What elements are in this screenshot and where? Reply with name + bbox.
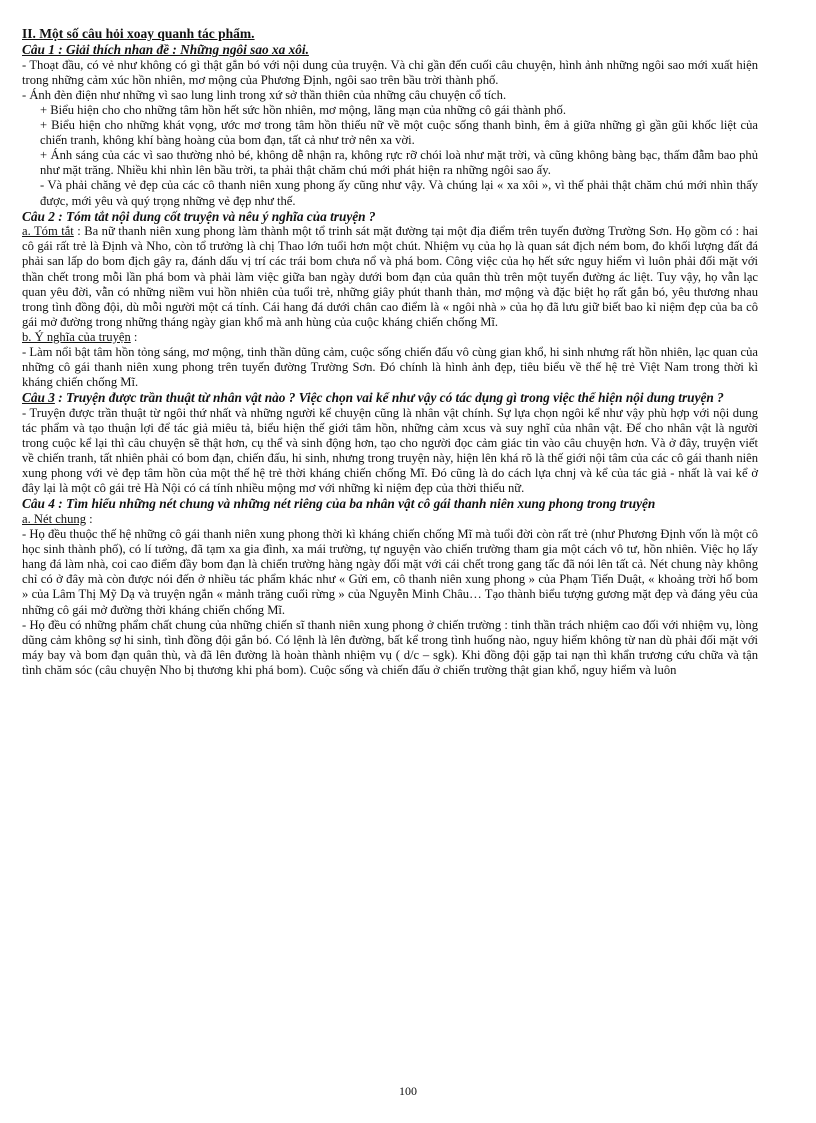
q2-meaning-label: b. Ý nghĩa của truyện <box>22 329 131 344</box>
page-number: 100 <box>399 1084 417 1098</box>
q2-meaning-colon: : <box>130 329 138 344</box>
question-1-label: Câu 1 : Giải thích nhan đề : Những ngôi sao xa xôi. <box>22 42 309 58</box>
question-2-heading: Câu 2 : Tóm tắt nội dung cốt truyện và nêu ý nghĩa của truyện ? <box>22 208 376 224</box>
q3-paragraph: - Truyện được trần thuật từ ngôi thứ nhất và những người kể chuyện cũng là nhân vật chính. Sự lựa chọn ngôi kể như vậy phù hợp với nội dung tác phẩm và tạo thuận lợi để tác giả miêu tả, biểu hiện thế giới tâm hồn, những cảm xcus và suy nghĩ của nhân vật. Để cho nhân vật là người trong cuộc kể lại thì câu chuyện sẽ thật hơn, cụ thể và sinh động hơn, tạo cho người đọc cảm giác tin vào câu chuyện hơn. Và ở đây, truyện viết về chiến tranh, tất nhiên phải có bom đạn, chiến đấu, hi sinh, nhưng trong truyện này, hiện lên khá rõ là thế giới nội tâm của các cô gái thanh niên xung phong với vẻ đẹp tâm hồn của một thế hệ trẻ thời kháng chiến chống Mĩ. Đó cũng là do cách lựa chnj và kể của tác giả - nhất là vai kể ở đây lại là một cô gái trẻ Hà Nội có cá tính nhiều mộng mơ với những kỉ niệm đẹp của thời thiếu nữ. <box>22 405 758 496</box>
q1-paragraph-2: - Ánh đèn điện như những vì sao lung linh trong xứ sở thần thiên của những câu chuyện cổ tích. <box>22 87 507 102</box>
q4-paragraph-1: - Họ đều thuộc thế hệ những cô gái thanh niên xung phong thời kì kháng chiến chống Mĩ mà tuổi đời còn rất trẻ (như Phương Định vốn là một cô học sinh thành phố), có lí tưởng, đã tạm xa gia đình, xa mái trường, tự nguyện vào chiến trường tham gia một cách vô tư, hồn nhiên. Việc họ lấy hang đá làm nhà, coi cao điểm đầy bom đạn là chiến trường hàng ngày đối mặt với cái chết trong gang tấc đã nói lên tất cả. Nét chung này không chỉ có ở đây mà còn được nói đến ở nhiều tác phẩm khác như « Gửi em, cô thanh niên xung phong » của Phạm Tiến Duật, « khoảng trời hố bom » của Lâm Thị Mỹ Dạ và truyện ngắn « mảnh trăng cuối rừng » của Nguyễn Minh Châu… Tạo thành biểu tượng gương mặt đẹp và đáng yêu của những cô gái mở đường thời kháng chiến chống Mĩ. <box>22 527 758 617</box>
q2-summary <box>22 224 758 330</box>
q1-paragraph-1: - Thoạt đầu, có vẻ như không có gì thật gắn bó với nội dung của truyện. Và chỉ gần đến cuối câu chuyện, hình ảnh những ngôi sao mới xuất hiện trong những cảm xúc hồn nhiên, mơ mộng của Phương Định, ngôi sao trên bầu trời thành phố. <box>22 57 758 87</box>
q1-bullet-3: + Ánh sáng của các vì sao thường nhỏ bé, không dễ nhận ra, không rực rỡ chói loà như mặt trời, và cũng không bàng bạc, thấm đẫm bao phủ như mặt trăng. Nhiều khi nhìn lên bầu trời, ta phải thật chăm chú mới phát hiện ra những ngôi sao ấy. <box>40 148 758 178</box>
q2-summary-label: a. Tóm tắt <box>22 224 74 239</box>
q4-common-heading <box>22 512 758 527</box>
section-title: II. Một số câu hỏi xoay quanh tác phẩm. <box>22 26 255 41</box>
question-4-heading: Câu 4 : Tìm hiểu những nét chung và những nét riêng của ba nhân vật cô gái thanh niên xung phong trong truyện <box>22 496 656 512</box>
document-page <box>22 26 758 678</box>
q4-common-colon: : <box>86 512 93 526</box>
question-3-text: : Truyện được trần thuật từ nhân vật nào ? Việc chọn vai kể như vậy có tác dụng gì trong việc thể hiện nội dung truyện ? <box>54 390 724 406</box>
question-1-heading <box>22 42 758 58</box>
question-3-heading <box>22 390 758 406</box>
q2-meaning-heading <box>22 330 758 345</box>
q1-bullet-1: + Biểu hiện cho cho những tâm hồn hết sức hồn nhiên, mơ mộng, lãng mạn của những cô gái thành phố. <box>40 102 566 117</box>
q4-paragraph-2: - Họ đều có những phẩm chất chung của những chiến sĩ thanh niên xung phong ở chiến trường : tinh thần trách nhiệm cao đối với nhiệm vụ, lòng dũng cảm không sợ hi sinh, tình đồng đội gắn bó. Có lệnh là lên đường, bất kể trong tình huống nào, nguy hiểm không từ nan dù phải đối mặt với máy bay và bom đạn quân thù, và đã lên đường là hoàn thành nhiệm vụ ( d/c – sgk). Khi đồng đội gặp tai nạn thì khẩn trương cứu chữa và tận tình chăm sóc (câu chuyện Nho bị thương khi phá bom). Cuộc sống và chiến đấu ở chiến trường thật gian khổ, nguy hiểm và luôn <box>22 617 758 677</box>
q1-bullet-4: - Và phải chăng vẻ đẹp của các cô thanh niên xung phong ấy cũng như vậy. Và chúng lại « xa xôi », vì thế phải thật chăm chú mới nhìn thấy được, mới yêu và quý trọng những vẻ đẹp như thế. <box>40 178 758 208</box>
q4-common-label: a. Nét chung <box>22 512 86 526</box>
q2-summary-text: : Ba nữ thanh niên xung phong làm thành một tổ trinh sát mặt đường tại một địa điểm trên tuyến đường Trường Sơn. Họ gồm có : hai cô gái rất trẻ là Định và Nho, còn tổ trưởng là chị Thao lớn tuổi hơn một chút. Nhiệm vụ của họ là quan sát địch ném bom, đo khối lượng đất đá phải san lấp do bom địch gây ra, đánh dấu vị trí các trái bom chưa nổ và phá bom. Công việc của họ hết sức nguy hiểm vì luôn phải đối mặt với thần chết trong mỗi lần phá bom và phải làm việc giữa ban ngày dưới bom đạn của quân thù trên một tuyến đường ác liệt. Tuy vậy, họ vẫn lạc quan yêu đời, vẫn có những niềm vui hồn nhiên của tuổi trẻ, những giây phút thanh thản, mơ mộng và đặc biệt họ rất gắn bó, yêu thương nhau trong tình đồng đội, dù mỗi người một cá tính. Cái hang đá dưới chân cao điểm là « ngôi nhà » của họ đã lưu giữ biết bao kỉ niệm đẹp của ba cô gái mở đường trong những tháng ngày gian khổ mà anh hùng của cuộc kháng chiến chống Mĩ. <box>22 224 758 329</box>
q2-meaning-text: - Làm nổi bật tâm hồn tỏng sáng, mơ mộng, tinh thần dũng cảm, cuộc sống chiến đấu vô cùng gian khổ, hi sinh nhưng rất hồn nhiên, lạc quan của những cô gái thanh niên xung phong trên tuyến đường Trường Sơn. Đó chính là hình ảnh đẹp, tiêu biểu về thế hệ trẻ Việt Nam trong thời kì kháng chiến chống Mĩ. <box>22 344 758 390</box>
q1-bullet-2: + Biểu hiện cho những khát vọng, ước mơ trong tâm hồn thiếu nữ về một cuộc sống thanh bình, êm ả giữa những gì gần gũi khốc liệt của chiến tranh, không khí bàng hoàng của bom đạn, tất cả như trở nên xa vời. <box>40 118 758 148</box>
question-3-label: Câu 3 <box>22 390 55 406</box>
